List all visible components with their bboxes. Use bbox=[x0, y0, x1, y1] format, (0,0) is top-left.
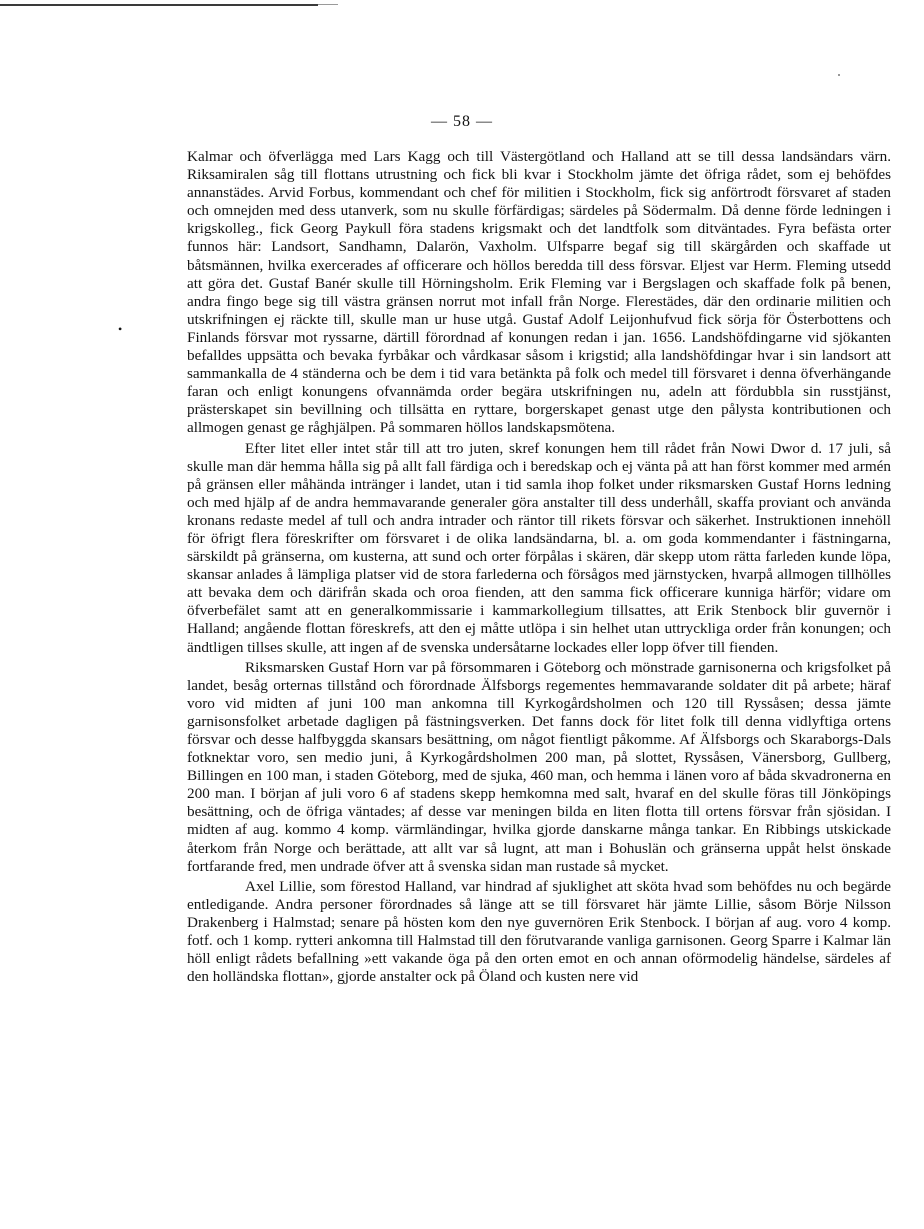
page-number: — 58 — bbox=[431, 113, 493, 130]
scan-speck bbox=[838, 74, 840, 76]
top-edge-rule-faint bbox=[318, 4, 338, 5]
margin-bullet-mark: • bbox=[118, 322, 123, 336]
body-text bbox=[187, 148, 891, 986]
top-edge-rule bbox=[0, 4, 318, 6]
paragraph-2: Efter litet eller intet står till att tro juten, skref konungen hem till rådet från Nowi Dwor d. 17 juli, så skulle man där hemma hålla sig på allt fall färdiga och i beredskap och ej vänta på att han först kommer med armén på gränsen eller måhända intränger i landet, utan i tid samla ihop folket under riksmarsken Gustaf Horns ledning och med hjälp af de andra hemmavarande generaler göra anstalter till dess underhåll, skaffa proviant och använda kronans redaste medel af tull och andra intrader och räntor till rikets försvar och säkerhet. Instruktionen innehöll för öfrigt flera föreskrifter om försvaret i de olika landsändarna, bl. a. om goda kommendanter i fästningarna, särskildt på gränserna, om kusterna, att sund och orter förpålas i skären, där skepp utom rätta farleden kunde löpa, skansar anlades å lämpliga platser vid de stora farlederna och försågos med järnstycken, hvarpå allmogen tillhölles att bevaka dem och därifrån skada och oroa fienden, att den samma fick officerare kunniga härför; vidare om öfverbefälet samt att en generalkommissarie i kammarkollegium tillsattes, att Erik Stenbock blir guvernör i Halland; angående flottan föreskrefs, att den ej måtte utlöpa i sin helhet utan uttryckliga order från konungen; och ändtligen tillses skulle, att ingen af de svenska undersåtarne lockades eller lopp öfver till fienden. bbox=[187, 439, 891, 656]
paragraph-4: Axel Lillie, som förestod Halland, var hindrad af sjuklighet att sköta hvad som behöfdes nu och begärde entledigande. Andra personer förordnades så länge att se till försvaret här jämte Lillie, såsom Börje Nilsson Drakenberg i Halmstad; senare på hösten kom den nye guvernören Erik Stenbock. I början af aug. voro 4 komp. fotf. och 1 komp. rytteri ankomna till Halmstad till den förutvarande vanliga garnisonen. Georg Sparre i Kalmar län höll enligt rådets befallning »ett vakande öga på den orten emot en och annan oförmodelig händelse, särdeles af den holländska flottan», gjorde anstalter ock på Öland och kusten nere vid bbox=[187, 877, 891, 986]
paragraph-1: Kalmar och öfverlägga med Lars Kagg och till Västergötland och Halland att se till dessa landsändars värn. Riksamiralen såg till flottans utrustning och fick bli kvar i Stockholm jämte det öfriga rådet, som ej behöfdes annanstädes. Arvid Forbus, kommendant och chef för militien i Stockholm, fick sig anförtrodt försvaret af staden och omnejden med dess utanverk, som nu skulle förfärdigas; särdeles på Södermalm. Då denne förde ledningen i krigskolleg., fick Georg Paykull föra stadens krigsmakt och det landtfolk som ditväntades. Fyra befästa orter funnos här: Landsort, Sandhamn, Dalarön, Vaxholm. Ulfsparre begaf sig till skärgården och skaffade ut båtsmännen, hvilka exercerades af officerare och höllos beredda till dess försvar. Eljest var Herm. Fleming utsedd att göra det. Gustaf Banér skulle till Hörningsholm. Erik Fleming var i Bergslagen och skaffade folk på benen, andra fingo bege sig till västra gränsen norrut mot infall från Norge. Flerestädes, där den ordinarie militien och utskrifningen ej räckte till, skulle man ur huse utgå. Gustaf Adolf Leijonhufvud fick sörja för Österbottens och Finlands försvar mot ryssarne, därtill förordnad af konungen redan i jan. 1656. Landshöfdingarne vid sjökanten befalldes uppsätta och bevaka fyrbåkar och vårdkasar såsom i krigstid; alla landshöfdingar hvar i sin landsort att sammankalla de 4 ständerna och be dem i tid vara betänkta på folk och medel till försvaret i denna öfverhängande faran och enligt konungens ofvannämda order begära utskrifningen nu, adeln att fördubbla sin russtjänst, prästerskapet sin bevillning och tillsätta en ryttare, borgerskapet genast utge den pålysta kontributionen och allmogen genast ge råghjälpen. På sommaren höllos landskapsmötena. bbox=[187, 148, 891, 437]
paragraph-3: Riksmarsken Gustaf Horn var på försommaren i Göteborg och mönstrade garnisonerna och krigsfolket på landet, besåg orternas tillstånd och förordnade Älfsborgs regementes hemmavarande soldater dit på arbete; häraf voro vid midten af juni 100 man ankomna till Kyrkogårdsholmen och 120 till Ryssåsen; dessa jämte garnisonsfolket arbetade dagligen på fästningsverken. Det fanns dock för litet folk till denna vidlyftiga ortens försvar och desse halfbyggda skansars besättning, om något fientligt påkomme. Af Älfsborgs och Skaraborgs-Dals fotknektar voro, sen medio juni, å Kyrkogårdsholmen 200 man, på slottet, Ryssåsen, Vänersborg, Gullberg, Billingen en 100 man, i staden Göteborg, med de sjuka, 460 man, och hemma i länen voro af båda skvadronerna en 200 man. I början af juli voro 6 af stadens skepp hemkomna med salt, hvaraf en del skulle föras till Jönköpings besättning, och de öfriga väntades; af desse var meningen bilda en liten flotta till ortens försvar från sjösidan. I midten af aug. kommo 4 komp. värmländingar, hvilka gjorde danskarne många tankar. En Ribbings utskickade återkom från Norge och berättade, att allt var så lugnt, att man i Bohuslän och gränserna uppåt helst önskade fortfarande fred, men undrade öfver att å svenska sidan man rustade så mycket. bbox=[187, 658, 891, 875]
